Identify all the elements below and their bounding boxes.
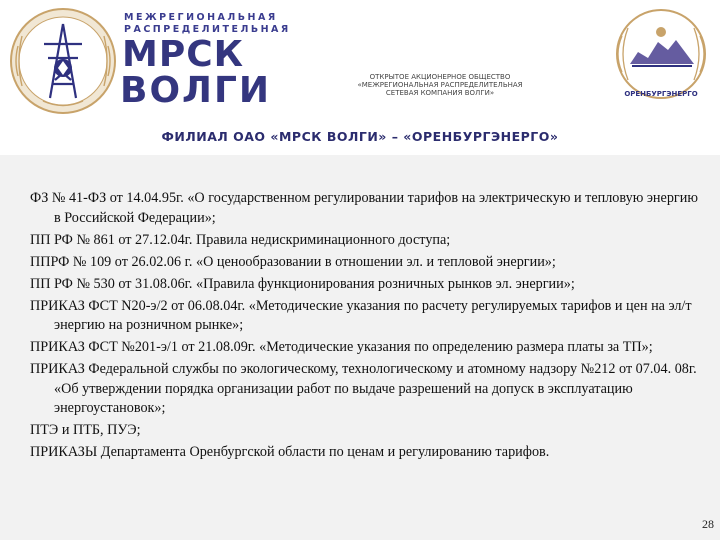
list-item: ФЗ № 41-ФЗ от 14.04.95г. «О государственном регулировании тарифов на электрическую и тепловую энергию в Российской Федерации»;: [30, 190, 698, 226]
content-area: [0, 155, 720, 540]
company-line-3: СЕТЕВАЯ КОМПАНИЯ ВОЛГИ»: [385, 89, 495, 97]
list-item: ПП РФ № 530 от 31.08.06г. «Правила функционирования розничных рынков эл. энергии»;: [30, 275, 575, 292]
page-number: 28: [702, 517, 714, 531]
list-item: ППРФ № 109 от 26.02.06 г. «О ценообразовании в отношении эл. и тепловой энергии»;: [30, 253, 556, 270]
brand-region: ВОЛГИ: [120, 70, 272, 111]
company-legal-name: [340, 73, 540, 97]
company-line-2: «МЕЖРЕГИОНАЛЬНАЯ РАСПРЕДЕЛИТЕЛЬНАЯ: [357, 81, 523, 89]
list-item: ПРИКАЗ Федеральной службы по экологическому, технологическому и атомному надзору №212 от 07.04. 08г. «Об утверждении порядка организации работ по выдаче разрешений на допуск в эксплуатацию энергоустановок»;: [30, 361, 697, 416]
power-pylon-emblem-icon: [8, 6, 118, 116]
regulation-list: [30, 189, 700, 465]
list-item: ПРИКАЗЫ Департамента Оренбургской области по ценам и регулированию тарифов.: [30, 444, 550, 460]
list-item: ПРИКАЗ ФСТ N20-э/2 от 06.08.04г. «Методические указания по расчету регулируемых тарифов и цен на эл/т энергию на розничном рынке»;: [30, 297, 692, 333]
brand-line-1: МЕЖРЕГИОНАЛЬНАЯ: [124, 12, 278, 23]
brand-name: МРСК: [122, 34, 245, 75]
list-item: ПРИКАЗ ФСТ №201-э/1 от 21.08.09г. «Методические указания по определению размера платы за ТП»;: [30, 339, 653, 355]
page-title: ФИЛИАЛ ОАО «МРСК ВОЛГИ» – «ОРЕНБУРГЭНЕРГО»: [161, 129, 559, 144]
brand-line-2: РАСПРЕДЕЛИТЕЛЬНАЯ: [124, 24, 291, 35]
list-item: ПП РФ № 861 от 27.12.04г. Правила недискриминационного доступа;: [30, 231, 451, 248]
company-line-1: ОТКРЫТОЕ АКЦИОНЕРНОЕ ОБЩЕСТВО: [369, 73, 511, 81]
list-item: ПТЭ и ПТБ, ПУЭ;: [30, 422, 141, 438]
header: [0, 0, 720, 155]
right-logo-label: ОРЕНБУРГЭНЕРГО: [624, 90, 698, 98]
